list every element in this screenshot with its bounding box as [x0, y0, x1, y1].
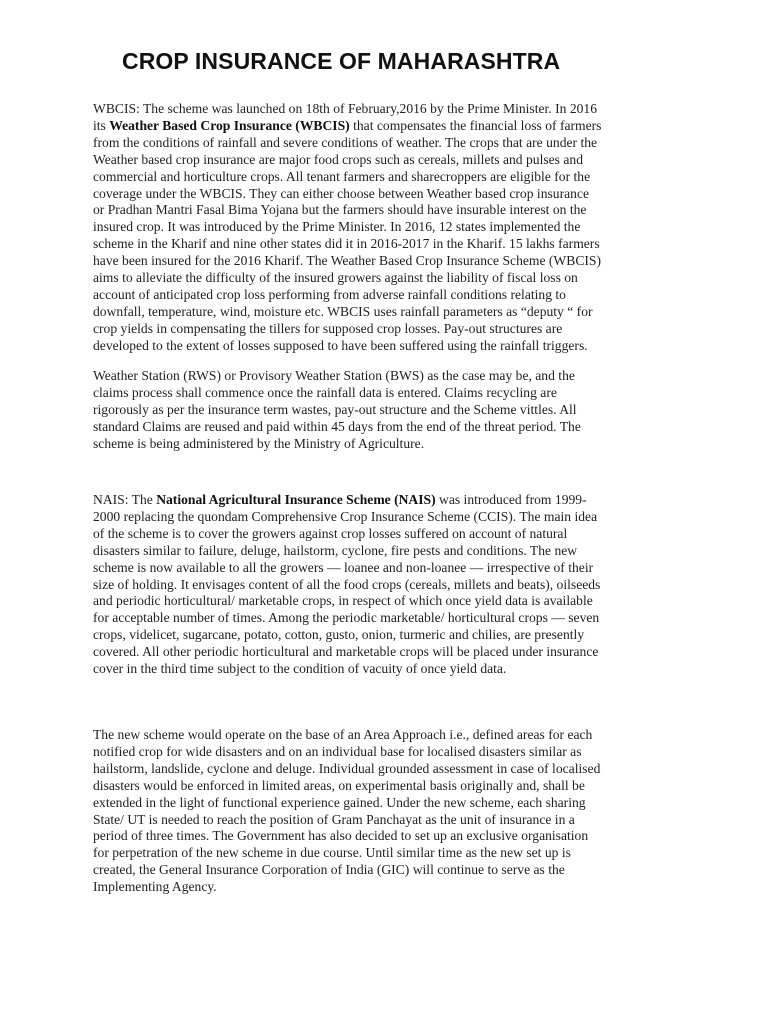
text-line: [93, 287, 693, 304]
text-run: NAIS: The: [93, 492, 157, 507]
text-line: [93, 577, 693, 594]
text-run: period of three times. The Government has also decided to set up an exclusive organisation: [93, 828, 589, 844]
text-run: developed to the extent of losses supposed to have been suffered using the rainfall triggers.: [93, 337, 588, 353]
text-line: [93, 828, 693, 845]
text-run: scheme is now available to all the growers — loanee and non-loanee — irrespective of their: [93, 559, 594, 575]
text-run: scheme in the Kharif and nine other states did it in 2016-2017 in the Kharif. 15 lakhs farmers: [93, 236, 600, 252]
text-run: rigorously as per the insurance term wastes, pay-out structure and the Scheme vittles. All: [93, 401, 577, 417]
text-line: [93, 812, 693, 829]
text-run: notified crop for wide disasters and on an individual base for localised disasters similar as: [93, 743, 582, 759]
paragraph-new-scheme: [93, 727, 693, 896]
bold-term: Weather Based Crop Insurance (WBCIS): [109, 117, 350, 133]
text-run: or Pradhan Mantri Fasal Bima Yojana but the farmers should have insurable interest on the: [93, 202, 587, 218]
text-run: commercial and horticulture crops. All tenant farmers and sharecroppers are eligible for the: [93, 168, 591, 184]
text-line: [93, 270, 693, 287]
text-run: for acceptable number of times. Among the periodic marketable/ horticultural crops — seven: [93, 610, 600, 626]
text-line: [93, 186, 693, 203]
text-line: [93, 321, 693, 338]
bold-term: National Agricultural Insurance Scheme (NAIS): [156, 492, 436, 507]
text-line: [93, 436, 693, 453]
text-line: [93, 560, 693, 577]
text-run: was introduced from 1999-: [435, 492, 587, 507]
text-line: [93, 543, 693, 560]
text-run: 2000 replacing the quondam Comprehensive Crop Insurance Scheme (CCIS). The main idea: [93, 508, 598, 524]
text-run: of the scheme is to cover the growers against crop losses suffered on account of natural: [93, 525, 568, 541]
text-line: [93, 402, 693, 419]
text-run: from the conditions of rainfall and severe conditions of weather. The crops that are under the: [93, 134, 598, 150]
text-run: account of anticipated crop loss performing from adverse rainfall conditions relating to: [93, 286, 566, 302]
text-line: [93, 761, 693, 778]
text-line: [93, 644, 693, 661]
text-run: Weather Station (RWS) or Provisory Weather Station (BWS) as the case may be, and the: [93, 368, 575, 383]
text-line: [93, 509, 693, 526]
text-line: [93, 419, 693, 436]
text-run: size of holding. It envisages content of all the food crops (cereals, millets and beats), oilseeds: [93, 576, 601, 592]
text-line: [93, 253, 693, 270]
text-run: that compensates the financial loss of farmers: [349, 117, 602, 133]
text-line: [93, 879, 693, 896]
text-line: [93, 135, 693, 152]
text-line: [93, 593, 693, 610]
text-run: for perpetration of the new scheme in due course. Until similar time as the new set up is: [93, 845, 571, 861]
text-run: hailstorm, landslide, cyclone and deluge. Individual grounded assessment in case of localised: [93, 760, 601, 776]
text-run: insured crop. It was introduced by the Prime Minister. In 2016, 12 states implemented the: [93, 219, 581, 235]
text-run: WBCIS: The scheme was launched on 18th of February,2016 by the Prime Minister. In 2016: [93, 101, 598, 116]
text-run: disasters similar to failure, deluge, hailstorm, cyclone, fire pests and conditions. The new: [93, 542, 578, 558]
text-run: scheme is being administered by the Ministry of Agriculture.: [93, 435, 425, 451]
text-line: [93, 169, 693, 186]
text-run: crops, videlicet, sugarcane, potato, cotton, gusto, onion, turmeric and chilies, are presently: [93, 627, 585, 643]
page-title: CROP INSURANCE OF MAHARASHTRA: [122, 48, 561, 74]
text-run: claims process shall commence once the rainfall data is entered. Claims recycling are: [93, 384, 557, 400]
text-run: downfall, temperature, wind, moisture etc. WBCIS uses rainfall parameters as “deputy “ for: [93, 303, 593, 319]
text-line: [93, 526, 693, 543]
text-run: its: [93, 117, 110, 133]
text-run: created, the General Insurance Corporation of India (GIC) will continue to serve as the: [93, 862, 565, 878]
text-line: [93, 778, 693, 795]
text-run: Implementing Agency.: [93, 879, 217, 895]
text-run: and periodic horticultural/ marketable crops, in respect of which once yield data is available: [93, 593, 593, 609]
text-run: extended in the light of functional experience gained. Under the new scheme, each sharing: [93, 794, 586, 810]
text-line: [93, 610, 693, 627]
text-line: [93, 101, 693, 118]
text-line: [93, 118, 693, 135]
text-run: crop yields in compensating the tillers for supposed crop losses. Pay-out structures are: [93, 320, 563, 336]
text-run: The new scheme would operate on the base of an Area Approach i.e., defined areas for each: [93, 727, 593, 742]
text-run: aims to alleviate the difficulty of the insured growers against the liability of fiscal loss on: [93, 270, 578, 286]
text-run: covered. All other periodic horticultural and marketable crops will be placed under insurance: [93, 644, 599, 660]
text-line: [93, 152, 693, 169]
text-line: [93, 845, 693, 862]
text-line: [93, 744, 693, 761]
text-line: [93, 492, 693, 509]
text-line: [93, 236, 693, 253]
text-run: State/ UT is needed to reach the position of Gram Panchayat as the unit of insurance in a: [93, 811, 575, 827]
text-line: [93, 385, 693, 402]
text-run: coverage under the WBCIS. They can either choose between Weather based crop insurance: [93, 185, 590, 201]
paragraph-nais: [93, 492, 693, 678]
text-line: [93, 219, 693, 236]
text-line: [93, 795, 693, 812]
text-line: [93, 202, 693, 219]
text-run: Weather based crop insurance are major food crops such as cereals, millets and pulses and: [93, 151, 583, 167]
text-run: standard Claims are reused and paid within 45 days from the end of the threat period. The: [93, 418, 581, 434]
text-line: [93, 661, 693, 678]
text-run: disasters would be enforced in limited areas, on experimental basis originally and, shall be: [93, 777, 585, 793]
paragraph-claims-process: [93, 368, 693, 453]
text-run: cover in the third time subject to the condition of vacuity of once yield data.: [93, 661, 507, 677]
text-line: [93, 304, 693, 321]
text-line: [93, 368, 693, 385]
text-line: [93, 727, 693, 744]
paragraph-wbcis: [93, 101, 693, 355]
text-line: [93, 627, 693, 644]
text-line: [93, 338, 693, 355]
text-line: [93, 862, 693, 879]
text-run: have been insured for the 2016 Kharif. The Weather Based Crop Insurance Scheme (WBCIS): [93, 253, 602, 269]
